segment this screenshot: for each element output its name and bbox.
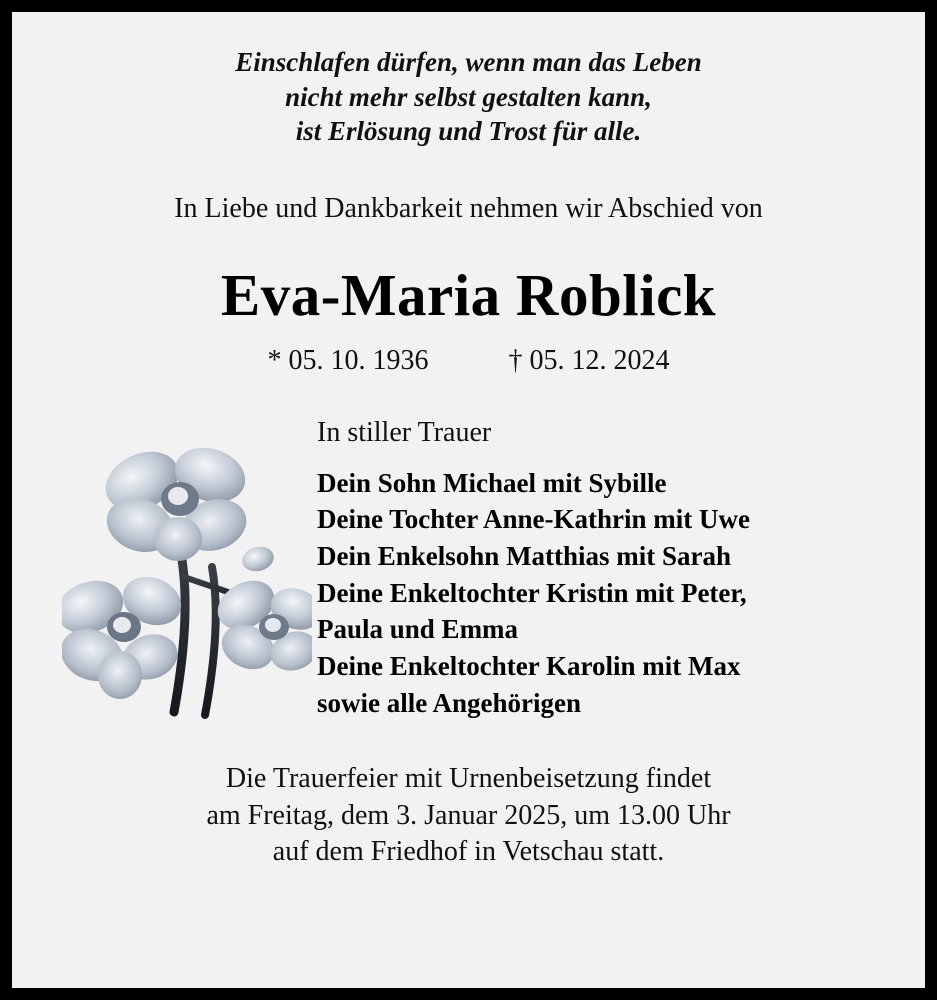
poem-line-3: ist Erlösung und Trost für alle. [295, 116, 642, 147]
mourners-list [317, 465, 915, 722]
obituary-card [12, 12, 925, 988]
list-item: sowie alle Angehörigen [317, 687, 581, 718]
list-item: Paula und Emma [317, 614, 519, 645]
ceremony-line-1: Die Trauerfeier mit Urnenbeisetzung findet [225, 762, 712, 794]
list-item: Dein Enkelsohn Matthias mit Sarah [317, 541, 732, 572]
birth-date: * 05. 10. 1936 [267, 344, 429, 376]
list-item: Deine Enkeltochter Karolin mit Max [317, 651, 741, 682]
deceased-name: Eva-Maria Roblick [220, 261, 717, 328]
ceremony-line-3: auf dem Friedhof in Vetschau statt. [272, 836, 665, 868]
poem-line-2: nicht mehr selbst gestalten kann, [285, 81, 652, 112]
ceremony-details [12, 761, 925, 872]
life-dates [12, 345, 925, 377]
intro-text: In Liebe und Dankbarkeit nehmen wir Abschied von [174, 192, 763, 224]
mourning-section [12, 417, 925, 747]
poem-line-1: Einschlafen dürfen, wenn man das Leben [235, 47, 702, 77]
poem-verse [12, 45, 925, 149]
mourning-heading: In stiller Trauer [317, 416, 492, 448]
list-item: Deine Tochter Anne-Kathrin mit Uwe [317, 504, 750, 535]
death-date: † 05. 12. 2024 [508, 344, 670, 376]
list-item: Dein Sohn Michael mit Sybille [317, 467, 667, 498]
mourners-block [317, 417, 915, 722]
list-item: Deine Enkeltochter Kristin mit Peter, [317, 577, 747, 608]
ceremony-line-2: am Freitag, dem 3. Januar 2025, um 13.00 Uhr [206, 799, 731, 831]
orchid-flower-icon [62, 427, 312, 727]
